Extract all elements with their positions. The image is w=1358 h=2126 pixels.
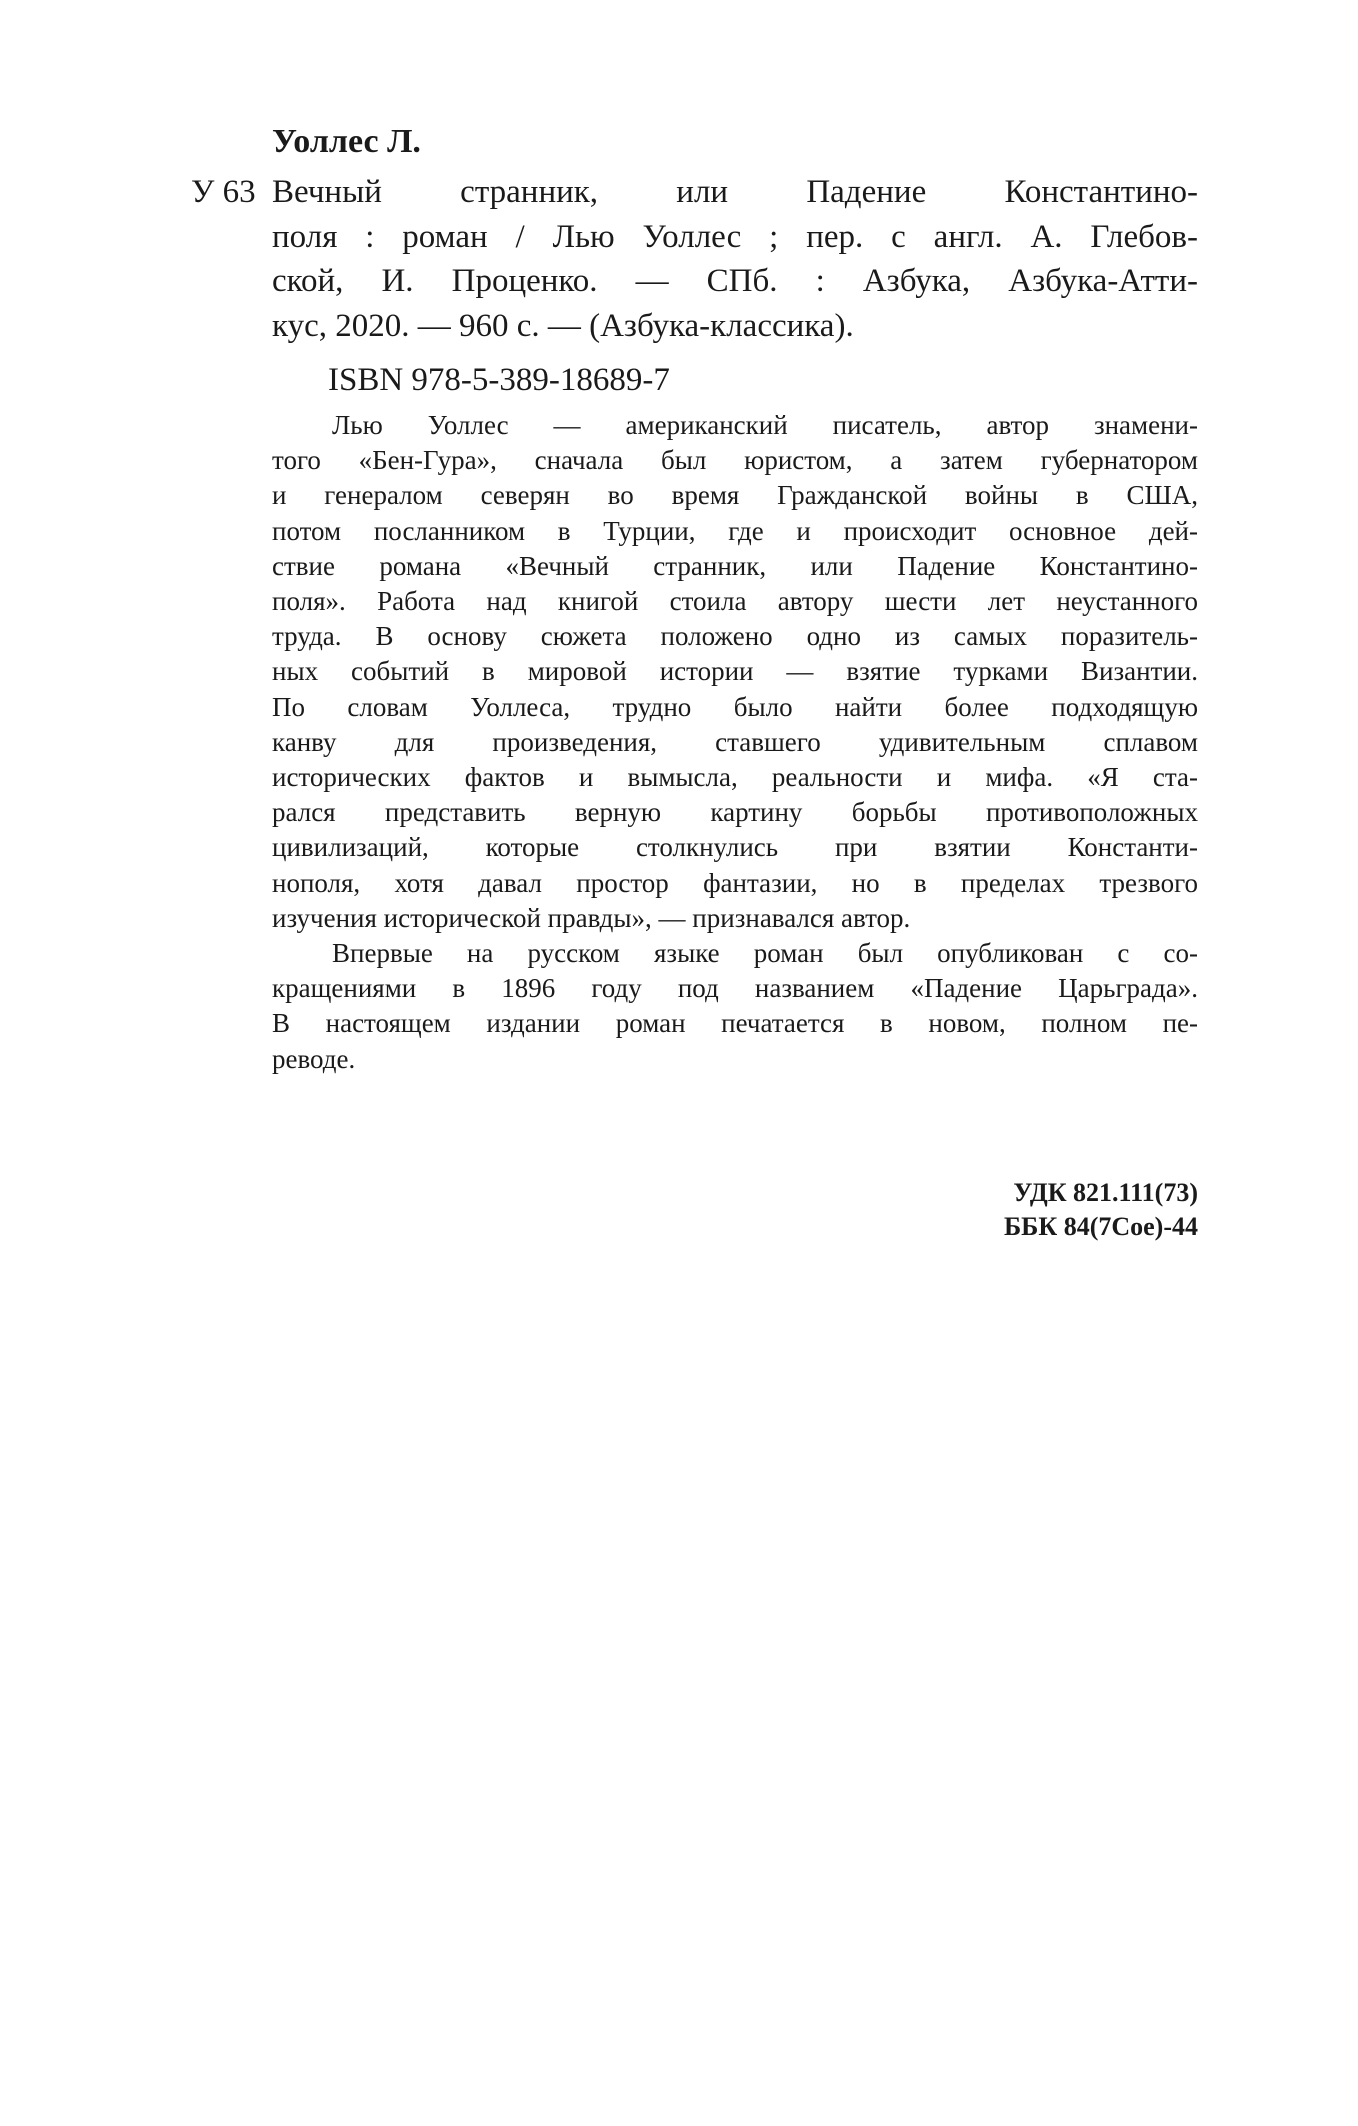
annotation-line: того «Бен-Гура», сначала был юристом, а затем губернатором bbox=[272, 445, 1198, 476]
annotation-line: потом посланником в Турции, где и происходит основное дей- bbox=[272, 515, 1198, 546]
annotation-line: цивилизаций, которые столкнулись при взятии Константи- bbox=[272, 832, 1198, 863]
bib-line: Вечный странник, или Падение Константино- bbox=[272, 174, 1198, 210]
annotation-line: ных событий в мировой истории — взятие турками Византии. bbox=[272, 656, 1198, 687]
annotation-line: исторических фактов и вымысла, реальности и мифа. «Я ста- bbox=[272, 762, 1198, 793]
annotation-line: поля». Работа над книгой стоила автору шести лет неустанного bbox=[272, 586, 1198, 617]
annotation-line: Впервые на русском языке роман был опубликован с со- bbox=[332, 938, 1198, 969]
isbn: ISBN 978-5-389-18689-7 bbox=[328, 362, 670, 398]
annotation bbox=[272, 408, 1198, 1077]
bbk-code: ББК 84(7Сое)-44 bbox=[1003, 1212, 1198, 1241]
annotation-line: По словам Уоллеса, трудно было найти более подходящую bbox=[272, 691, 1198, 722]
annotation-line: труда. В основу сюжета положено одно из самых поразитель- bbox=[272, 621, 1198, 652]
annotation-line: рался представить верную картину борьбы противоположных bbox=[272, 797, 1198, 828]
author-heading: Уоллес Л. bbox=[272, 123, 421, 160]
bib-line: кус, 2020. — 960 с. — (Азбука-классика). bbox=[272, 307, 854, 344]
annotation-line: изучения исторической правды», — признавался автор. bbox=[272, 902, 911, 933]
author-code: У 63 bbox=[191, 174, 256, 210]
annotation-line: реводе. bbox=[272, 1043, 356, 1074]
annotation-line: В настоящем издании роман печатается в новом, полном пе- bbox=[272, 1008, 1198, 1039]
udk-code: УДК 821.111(73) bbox=[1013, 1178, 1198, 1207]
annotation-line: кращениями в 1896 году под названием «Падение Царьграда». bbox=[272, 973, 1198, 1004]
annotation-line: Лью Уоллес — американский писатель, автор знамени- bbox=[332, 410, 1198, 440]
annotation-line: канву для произведения, ставшего удивительным сплавом bbox=[272, 726, 1198, 757]
bib-line: ской, И. Проценко. — СПб. : Азбука, Азбука-Атти- bbox=[272, 263, 1198, 299]
annotation-line: и генералом северян во время Гражданской войны в США, bbox=[272, 480, 1198, 511]
annotation-line: ствие романа «Вечный странник, или Падение Константино- bbox=[272, 550, 1198, 581]
classification-codes bbox=[1004, 1176, 1198, 1244]
annotation-line: нополя, хотя давал простор фантазии, но в пределах трезвого bbox=[272, 867, 1198, 898]
bib-line: поля : роман / Лью Уоллес ; пер. с англ. А. Глебов- bbox=[272, 218, 1198, 255]
bibliographic-description bbox=[272, 170, 1198, 348]
